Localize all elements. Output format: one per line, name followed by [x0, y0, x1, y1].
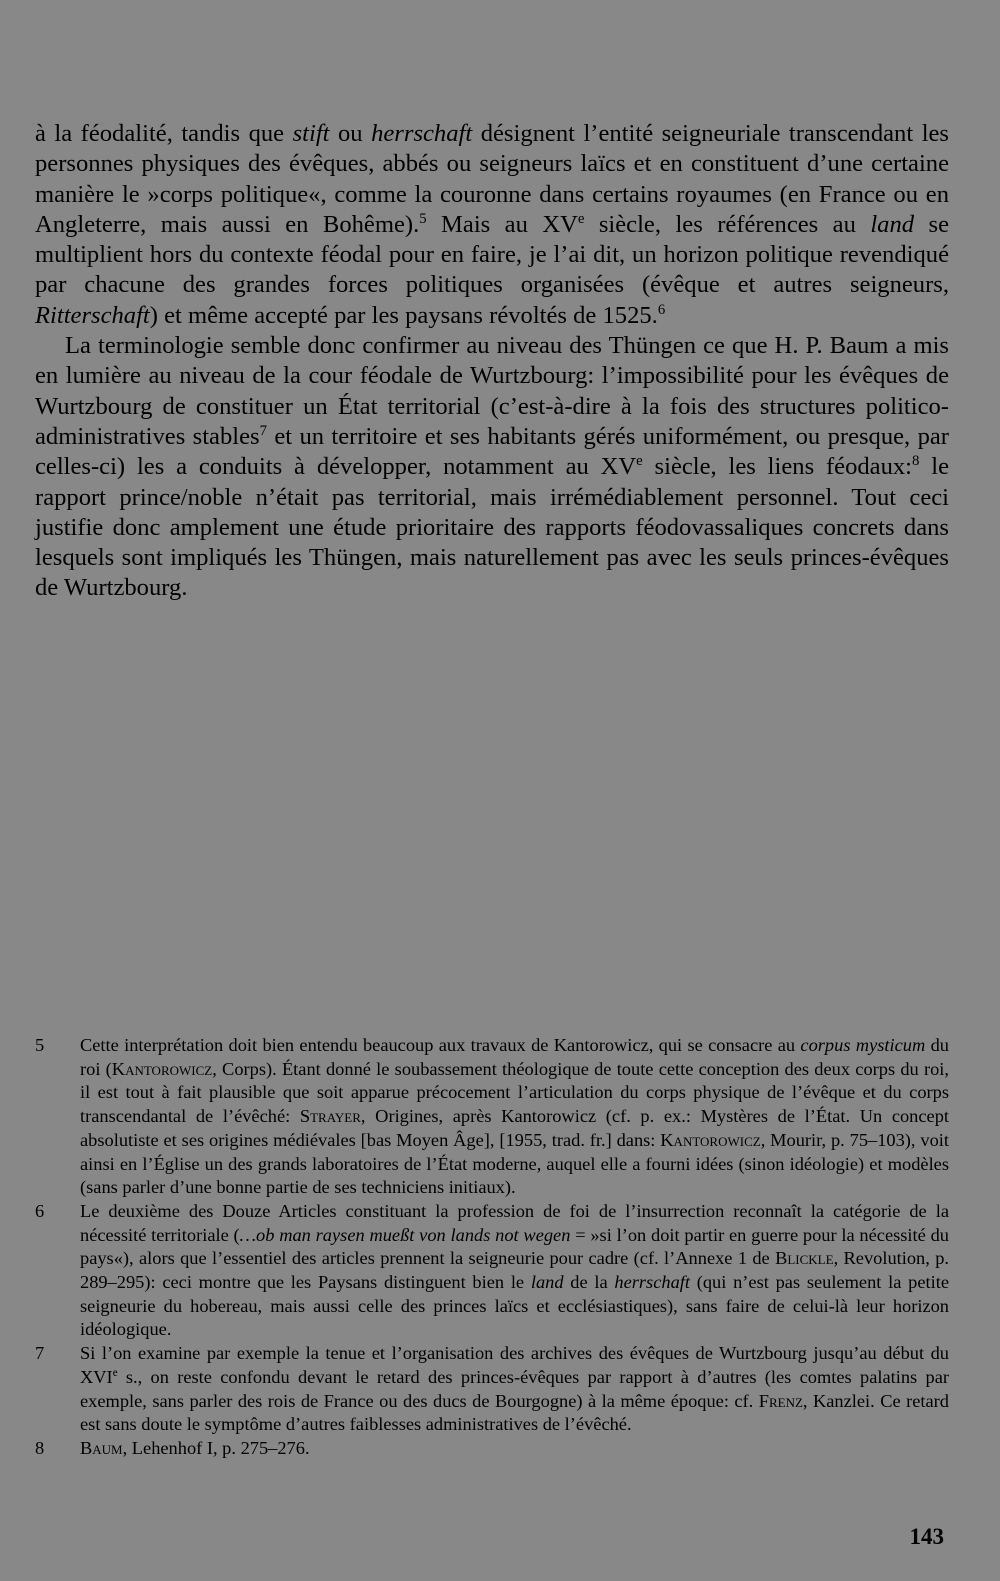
text-span: , Lehenhof I, p. 275–276. — [122, 1437, 310, 1458]
author-name: Blickle — [775, 1248, 834, 1269]
text-span: s., on reste confondu devant le retard des princes-évêques par rapport à d’autres (les comtes palatins par exemple, sans parler des rois de France ou des ducs de Bourgogne) à la même époque: cf. — [80, 1366, 949, 1411]
author-name: Kantorowicz — [111, 1058, 213, 1079]
paragraph-2 — [35, 331, 949, 604]
author-name: Strayer — [299, 1106, 361, 1127]
text-span: ) et même accepté par les paysans révoltés de 1525. — [149, 301, 658, 329]
italic-term: land — [530, 1272, 564, 1293]
text-span: désignent l’entité seigneuriale transcendant les personnes physiques des évêques, abbés ou seigneurs laïcs et en constituent d’une certaine manière le »corps politique«, comme la couronne dans certains royaumes (en France ou en Angleterre, mais aussi en Bohême). — [35, 120, 950, 238]
text-span: à la féodalité, tandis que — [35, 120, 293, 147]
century-superscript: e — [636, 453, 643, 470]
text-span: = »si l’on doit partir en guerre pour la nécessité du pays«), alors que l’essentiel des articles prennent la seigneurie pour cadre (cf. l’Annexe 1 de — [80, 1224, 949, 1269]
text-span: siècle, les références au — [584, 210, 871, 238]
footnote-7 — [35, 1342, 949, 1437]
text-span: ou — [329, 120, 372, 147]
italic-term: herrschaft — [614, 1272, 690, 1293]
text-span: , Revolution, p. 289–295): ceci montre que les Paysans distinguent bien le — [80, 1248, 949, 1293]
text-span: siècle, les liens féodaux: — [642, 453, 913, 481]
text-span: , Mourir, p. 75–103), voit ainsi en l’Église un des grands laboratoires de l’État moderne, auquel elle a fourni idées (sinon idéologie) et modèles (sans parler d’une bonne partie de ses techniciens initiaux). — [80, 1129, 950, 1198]
text-span: Le deuxième des Douze Articles constituant la profession de foi de l’insurrection reconnaît la catégorie de la nécessité territoriale ( — [80, 1200, 949, 1245]
author-name: Kantorowicz — [660, 1129, 761, 1150]
text-span: le rapport prince/noble n’était pas territorial, mais irrémédiablement personnel. Tout ceci justifie donc amplement une étude prioritaire des rapports féodovassaliques concrets dans lesquels sont impliqués les Thüngen, mais naturellement pas avec les seuls princes-évêques de Wurtzbourg. — [35, 453, 949, 602]
footnote-ref-5[interactable]: 5 — [419, 210, 427, 227]
footnote-ref-8[interactable]: 8 — [912, 453, 920, 470]
century-superscript: e — [112, 1367, 118, 1379]
italic-term: stift — [292, 120, 330, 147]
text-span: du roi ( — [80, 1035, 949, 1079]
italic-term: herrschaft — [371, 120, 473, 147]
footnote-8 — [35, 1437, 949, 1461]
text-span: La terminologie semble donc confirmer au niveau des Thüngen ce que H. P. Baum a mis en lumière au niveau de la cour féodale de Wurtzbourg: l’impossibilité pour les évêques de Wurtzbourg de constituer un État territorial (c’est-à-dire à la fois des structures politico-administratives stables — [35, 332, 949, 450]
footnote-number: 7 — [35, 1343, 45, 1364]
italic-term: land — [870, 210, 915, 238]
footnote-6 — [35, 1200, 949, 1342]
text-span: Mais au XV — [426, 210, 578, 238]
text-span: , Kanzlei. Ce retard est sans doute le symptôme d’autres faiblesses administratives de l’évêché. — [80, 1390, 949, 1435]
footnote-number: 6 — [35, 1200, 45, 1221]
footnote-number: 5 — [35, 1035, 45, 1055]
page-number: 143 — [909, 1524, 944, 1549]
italic-quote: …ob man raysen mueßt von lands not wegen — [239, 1224, 571, 1245]
footnote-5 — [35, 1034, 949, 1200]
century-superscript: e — [577, 210, 585, 227]
author-name: Frenz — [758, 1390, 803, 1411]
text-span: Cette interprétation doit bien entendu beaucoup aux travaux de Kantorowicz, qui se consacre au — [80, 1035, 801, 1055]
text-span: , Origines, après Kantorowicz (cf. p. ex.: Mystères de l’État. Un concept absolutiste et ses origines médiévales [bas Moyen Âge], [1955, trad. fr.] dans: — [80, 1106, 950, 1150]
paragraph-1 — [35, 119, 949, 331]
text-span: , Corps). Étant donné le soubassement théologique de toute cette conception des deux corps du roi, il est tout à fait plausible que soit apparue précocement l’articulation du corps physique de l’évêque et du corps transcendantal de l’évêché: — [80, 1058, 950, 1127]
italic-term: Ritterschaft — [35, 301, 150, 329]
footnote-ref-6[interactable]: 6 — [657, 301, 666, 318]
main-text — [35, 119, 949, 604]
text-span: se multiplient hors du contexte féodal pour en faire, je l’ai dit, un horizon politique revendiqué par chacune des grandes forces politiques organisées (évêque et autres seigneurs, — [35, 210, 949, 299]
text-span: (qui n’est pas seulement la petite seigneurie du hobereau, mais aussi celle des princes laïcs et ecclésiastiques), sans faire de celui-là leur horizon idéologique. — [80, 1272, 949, 1340]
author-name: Baum — [80, 1437, 123, 1458]
footnotes — [35, 1034, 949, 1461]
footnote-number: 8 — [35, 1437, 45, 1458]
italic-term: corpus mysticum — [800, 1035, 926, 1055]
text-span: et un territoire et ses habitants gérés uniformément, ou presque, par celles-ci) les a conduits à développer, notamment au XV — [35, 422, 949, 481]
footnote-ref-7[interactable]: 7 — [259, 422, 267, 439]
text-span: Si l’on examine par exemple la tenue et l’organisation des archives des évêques de Wurtzbourg jusqu’au début du XVI — [80, 1343, 949, 1387]
text-span: de la — [563, 1272, 615, 1293]
